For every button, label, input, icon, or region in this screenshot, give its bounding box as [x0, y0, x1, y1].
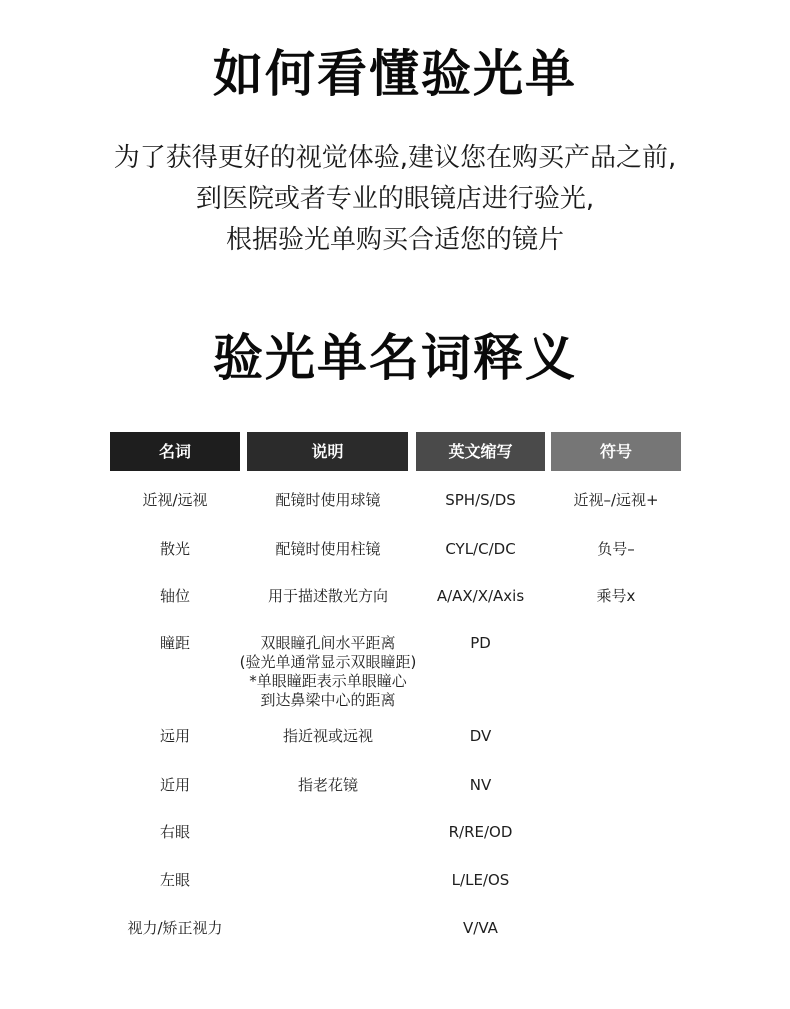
table-row: [0, 634, 790, 724]
glossary-title: 验光单名词释义: [213, 329, 577, 387]
cell-description: 用于描述散光方向: [267, 587, 388, 605]
cell-symbol: 负号–: [597, 540, 635, 558]
cell-term: 视力/矫正视力: [127, 919, 223, 937]
cell-term: 散光: [159, 540, 190, 558]
cell-abbreviation: A/AX/X/Axis: [436, 587, 525, 605]
cell-term: 近视/远视: [142, 491, 208, 509]
cell-abbreviation: SPH/S/DS: [445, 491, 516, 509]
header-abbreviation: 英文缩写: [416, 432, 545, 471]
table-row: [0, 919, 790, 1009]
intro-line: 到医院或者专业的眼镜店进行验光,: [195, 184, 595, 214]
page-title: 如何看懂验光单: [213, 45, 577, 103]
header-description: 说明: [247, 432, 408, 471]
intro-line: 为了获得更好的视觉体验,建议您在购买产品之前,: [113, 143, 677, 173]
cell-abbreviation: R/RE/OD: [448, 823, 513, 841]
intro-line: 根据验光单购买合适您的镜片: [225, 225, 564, 255]
cell-abbreviation: DV: [469, 727, 492, 745]
cell-abbreviation: L/LE/OS: [451, 871, 510, 889]
intro-paragraph: [0, 138, 790, 261]
header-symbol: 符号: [551, 432, 681, 471]
cell-abbreviation: CYL/C/DC: [445, 540, 516, 558]
cell-symbol: 乘号x: [596, 587, 636, 605]
cell-symbol: 近视–/远视+: [573, 491, 659, 509]
cell-abbreviation: PD: [470, 634, 491, 652]
cell-abbreviation: V/VA: [463, 919, 498, 937]
cell-description: 指近视或远视: [282, 727, 373, 745]
cell-term: 右眼: [159, 823, 190, 841]
cell-term: 瞳距: [159, 634, 190, 652]
header-term: 名词: [110, 432, 240, 471]
cell-term: 远用: [159, 727, 190, 745]
cell-term: 左眼: [159, 871, 190, 889]
cell-description: 配镜时使用柱镜: [275, 540, 381, 558]
cell-abbreviation: NV: [469, 776, 492, 794]
cell-term: 近用: [159, 776, 190, 794]
cell-description: 指老花镜: [297, 776, 358, 794]
cell-term: 轴位: [159, 587, 190, 605]
cell-description: 配镜时使用球镜: [275, 491, 381, 509]
cell-description: 双眼瞳孔间水平距离 (验光单通常显示双眼瞳距) *单眼瞳距表示单眼瞳心 到达鼻梁中心的距离: [239, 634, 417, 709]
